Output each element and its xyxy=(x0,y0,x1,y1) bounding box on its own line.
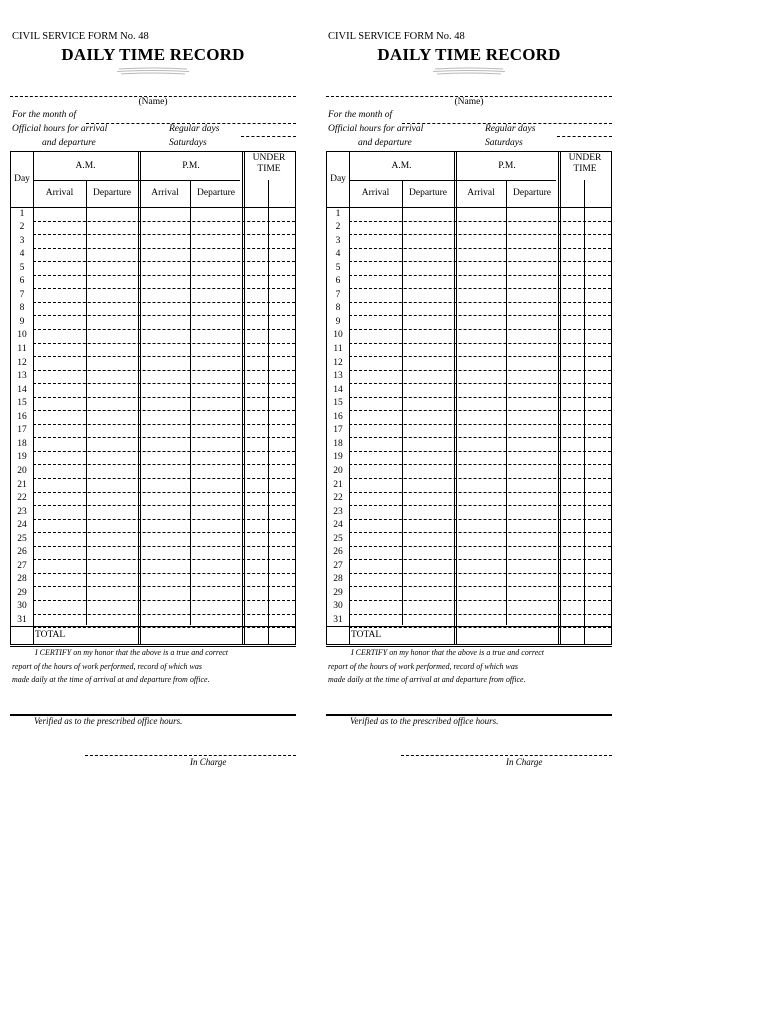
day-number: 18 xyxy=(333,438,343,449)
table-row[interactable] xyxy=(33,410,295,411)
total-label: TOTAL xyxy=(351,630,382,640)
table-row[interactable] xyxy=(349,519,611,520)
table-row[interactable] xyxy=(349,437,611,438)
am-pm-divider-1 xyxy=(138,152,139,644)
pm-arrival-header: Arrival xyxy=(151,188,179,198)
day-number: 19 xyxy=(333,452,343,463)
day-number: 25 xyxy=(17,533,27,544)
day-number: 26 xyxy=(17,547,27,558)
table-row[interactable] xyxy=(33,261,295,262)
table-row[interactable] xyxy=(33,600,295,601)
title-underline-decoration xyxy=(431,67,507,75)
col-day-header: Day xyxy=(330,174,346,184)
day-number: 20 xyxy=(17,465,27,476)
table-row[interactable] xyxy=(33,302,295,303)
day-number: 17 xyxy=(17,425,27,436)
table-row[interactable] xyxy=(349,586,611,587)
form-number: CIVIL SERVICE FORM No. 48 xyxy=(12,31,149,42)
table-row[interactable] xyxy=(349,451,611,452)
day-number: 25 xyxy=(333,533,343,544)
time-record-table xyxy=(326,151,612,645)
certify-line-2: report of the hours of work performed, record of which was xyxy=(12,662,202,671)
table-row[interactable] xyxy=(33,478,295,479)
table-row[interactable] xyxy=(33,505,295,506)
table-row[interactable] xyxy=(349,546,611,547)
am-departure-header: Departure xyxy=(93,188,131,198)
table-row[interactable] xyxy=(349,302,611,303)
table-row[interactable] xyxy=(349,275,611,276)
table-row[interactable] xyxy=(349,356,611,357)
day-number: 1 xyxy=(19,208,25,219)
table-row[interactable] xyxy=(349,397,611,398)
table-row[interactable] xyxy=(349,573,611,574)
day-number: 7 xyxy=(19,289,25,300)
day-number: 23 xyxy=(17,506,27,517)
official-hours-label-2: and departure xyxy=(42,138,96,148)
table-row[interactable] xyxy=(33,532,295,533)
am-pm-divider-2 xyxy=(456,152,457,644)
day-number: 14 xyxy=(17,384,27,395)
table-row[interactable] xyxy=(33,397,295,398)
day-number: 13 xyxy=(17,371,27,382)
header-bottom-line xyxy=(11,207,295,208)
table-row[interactable] xyxy=(349,370,611,371)
table-row[interactable] xyxy=(33,573,295,574)
undertime-column-divider xyxy=(268,180,269,644)
certify-line-3: made daily at the time of arrival at and departure from office. xyxy=(328,675,526,684)
day-number: 2 xyxy=(19,222,25,233)
undertime-label-1: UNDER xyxy=(568,153,602,163)
day-number: 21 xyxy=(17,479,27,490)
total-label: TOTAL xyxy=(35,630,66,640)
pm-undertime-divider-2 xyxy=(244,152,245,644)
header-divider xyxy=(33,180,240,181)
table-row[interactable] xyxy=(349,532,611,533)
table-row[interactable] xyxy=(33,586,295,587)
verified-label: Verified as to the prescribed office hours. xyxy=(350,716,499,726)
regular-days-label: Regular days xyxy=(485,124,536,134)
day-number: 16 xyxy=(333,411,343,422)
day-column-divider xyxy=(33,152,34,644)
day-number: 18 xyxy=(17,438,27,449)
table-row[interactable] xyxy=(349,478,611,479)
table-row[interactable] xyxy=(33,275,295,276)
pm-departure-header: Departure xyxy=(197,188,235,198)
day-number: 15 xyxy=(17,398,27,409)
table-row[interactable] xyxy=(33,356,295,357)
table-row[interactable] xyxy=(33,343,295,344)
table-row[interactable] xyxy=(33,614,295,615)
day-number: 16 xyxy=(17,411,27,422)
table-row[interactable] xyxy=(33,248,295,249)
day-number: 3 xyxy=(19,235,25,246)
day-number: 8 xyxy=(19,303,25,314)
col-undertime-header xyxy=(242,153,296,175)
day-number: 28 xyxy=(333,574,343,585)
am-pm-divider-2 xyxy=(140,152,141,644)
in-charge-signature-line[interactable] xyxy=(401,755,612,756)
day-number: 27 xyxy=(333,560,343,571)
day-number: 20 xyxy=(333,465,343,476)
day-number: 19 xyxy=(17,452,27,463)
pm-arrival-header: Arrival xyxy=(467,188,495,198)
table-row[interactable] xyxy=(349,559,611,560)
day-number: 11 xyxy=(333,344,343,354)
table-row[interactable] xyxy=(33,519,295,520)
saturdays-label: Saturdays xyxy=(169,138,207,148)
day-number: 6 xyxy=(19,276,25,287)
in-charge-label: In Charge xyxy=(190,757,227,767)
pm-undertime-divider-1 xyxy=(242,152,243,644)
table-row[interactable] xyxy=(349,424,611,425)
pm-undertime-divider-1 xyxy=(558,152,559,644)
table-row[interactable] xyxy=(349,315,611,316)
day-number: 7 xyxy=(335,289,341,300)
undertime-column-divider xyxy=(584,180,585,644)
table-row[interactable] xyxy=(349,248,611,249)
day-number: 24 xyxy=(17,520,27,531)
day-number: 11 xyxy=(17,344,27,354)
table-row[interactable] xyxy=(349,234,611,235)
col-am-header: A.M. xyxy=(75,161,96,171)
day-number: 2 xyxy=(335,222,341,233)
day-number: 12 xyxy=(333,357,343,368)
day-number: 14 xyxy=(333,384,343,395)
table-row[interactable] xyxy=(349,221,611,222)
regular-days-field[interactable] xyxy=(241,136,296,137)
table-row[interactable] xyxy=(33,315,295,316)
day-number: 24 xyxy=(333,520,343,531)
official-hours-label: Official hours for arrival xyxy=(12,124,108,134)
pm-undertime-divider-2 xyxy=(560,152,561,644)
day-number: 4 xyxy=(335,249,341,260)
day-number: 15 xyxy=(333,398,343,409)
month-label: For the month of xyxy=(328,110,393,120)
day-number: 4 xyxy=(19,249,25,260)
day-number: 31 xyxy=(333,615,343,625)
day-number: 28 xyxy=(17,574,27,585)
certify-line-1: I CERTIFY on my honor that the above is a true and correct xyxy=(35,648,229,657)
day-number: 29 xyxy=(17,587,27,598)
header-bottom-line xyxy=(327,207,611,208)
name-label: (Name) xyxy=(454,97,484,107)
day-number: 30 xyxy=(333,601,343,612)
title-underline-decoration xyxy=(115,67,191,75)
am-arrival-header: Arrival xyxy=(361,188,390,198)
col-pm-header: P.M. xyxy=(182,161,200,171)
am-arrival-header: Arrival xyxy=(45,188,74,198)
daily-time-record-form-right xyxy=(326,0,612,800)
table-row[interactable] xyxy=(349,383,611,384)
table-row[interactable] xyxy=(33,424,295,425)
table-row[interactable] xyxy=(349,614,611,615)
form-title: DAILY TIME RECORD xyxy=(377,45,561,64)
regular-days-field[interactable] xyxy=(557,136,612,137)
pm-departure-header: Departure xyxy=(513,188,551,198)
table-row[interactable] xyxy=(33,559,295,560)
table-row[interactable] xyxy=(33,370,295,371)
day-number: 1 xyxy=(335,208,341,219)
table-row[interactable] xyxy=(33,627,295,628)
table-row[interactable] xyxy=(33,451,295,452)
day-number: 5 xyxy=(335,262,341,273)
form-title: DAILY TIME RECORD xyxy=(61,45,245,64)
am-departure-header: Departure xyxy=(409,188,447,198)
name-label: (Name) xyxy=(138,97,168,107)
day-number: 29 xyxy=(333,587,343,598)
day-number: 17 xyxy=(333,425,343,436)
am-pm-divider-1 xyxy=(454,152,455,644)
table-row[interactable] xyxy=(33,288,295,289)
in-charge-signature-line[interactable] xyxy=(85,755,296,756)
table-row[interactable] xyxy=(349,288,611,289)
day-column-divider xyxy=(349,152,350,644)
undertime-label-2: TIME xyxy=(257,164,281,174)
day-number: 27 xyxy=(17,560,27,571)
daily-time-record-form-left xyxy=(10,0,296,800)
table-row[interactable] xyxy=(349,627,611,628)
table-row[interactable] xyxy=(349,410,611,411)
month-label: For the month of xyxy=(12,110,77,120)
table-row[interactable] xyxy=(349,600,611,601)
undertime-label-1: UNDER xyxy=(252,153,286,163)
header-divider xyxy=(349,180,556,181)
table-row[interactable] xyxy=(33,464,295,465)
undertime-label-2: TIME xyxy=(573,164,597,174)
table-row[interactable] xyxy=(33,329,295,330)
regular-days-label: Regular days xyxy=(169,124,220,134)
col-day-header: Day xyxy=(14,174,30,184)
form-number: CIVIL SERVICE FORM No. 48 xyxy=(328,31,465,42)
certify-line-2: report of the hours of work performed, record of which was xyxy=(328,662,518,671)
verified-label: Verified as to the prescribed office hours. xyxy=(34,716,183,726)
day-number: 5 xyxy=(19,262,25,273)
certify-line-3: made daily at the time of arrival at and departure from office. xyxy=(12,675,210,684)
col-am-header: A.M. xyxy=(391,161,412,171)
in-charge-label: In Charge xyxy=(506,757,543,767)
day-number: 26 xyxy=(333,547,343,558)
day-number: 30 xyxy=(17,601,27,612)
table-row[interactable] xyxy=(33,234,295,235)
day-number: 22 xyxy=(333,493,343,504)
day-number: 12 xyxy=(17,357,27,368)
table-row[interactable] xyxy=(33,492,295,493)
table-row[interactable] xyxy=(349,492,611,493)
day-number: 21 xyxy=(333,479,343,490)
saturdays-label: Saturdays xyxy=(485,138,523,148)
day-number: 9 xyxy=(19,316,25,327)
day-number: 8 xyxy=(335,303,341,314)
table-row[interactable] xyxy=(33,546,295,547)
table-row[interactable] xyxy=(33,437,295,438)
day-number: 22 xyxy=(17,493,27,504)
table-row[interactable] xyxy=(349,505,611,506)
certify-line-1: I CERTIFY on my honor that the above is a true and correct xyxy=(351,648,545,657)
table-row[interactable] xyxy=(33,383,295,384)
col-undertime-header xyxy=(558,153,612,175)
day-number: 9 xyxy=(335,316,341,327)
table-row[interactable] xyxy=(349,464,611,465)
day-number: 3 xyxy=(335,235,341,246)
day-number: 6 xyxy=(335,276,341,287)
table-row[interactable] xyxy=(349,329,611,330)
day-number: 13 xyxy=(333,371,343,382)
day-number: 10 xyxy=(333,330,343,341)
official-hours-label-2: and departure xyxy=(358,138,412,148)
col-pm-header: P.M. xyxy=(498,161,516,171)
table-row[interactable] xyxy=(349,261,611,262)
table-row[interactable] xyxy=(349,343,611,344)
official-hours-label: Official hours for arrival xyxy=(328,124,424,134)
day-number: 31 xyxy=(17,615,27,625)
time-record-table xyxy=(10,151,296,645)
day-number: 23 xyxy=(333,506,343,517)
day-number: 10 xyxy=(17,330,27,341)
table-row[interactable] xyxy=(33,221,295,222)
